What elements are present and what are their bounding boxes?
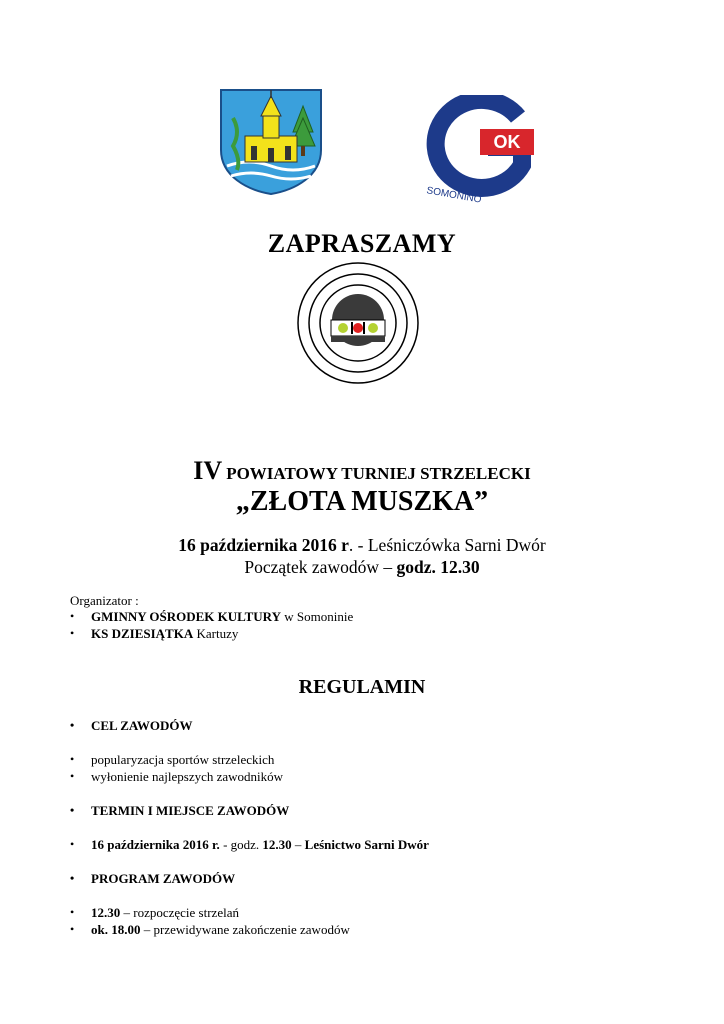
start-time-line: [0, 557, 724, 578]
date-separator: . -: [348, 535, 368, 555]
date-place-list: [70, 836, 429, 853]
event-name: „ZŁOTA MUSZKA”: [235, 486, 489, 517]
organizer-item: [70, 625, 353, 642]
section-title: • CEL ZAWODÓW: [70, 717, 193, 734]
term-time: 12.30: [262, 837, 292, 852]
date-place-line: [0, 535, 724, 556]
organizer-list: [70, 608, 353, 642]
list-item: [70, 921, 350, 938]
start-label: Początek zawodów –: [244, 557, 397, 577]
svg-text:SOMONINO: SOMONINO: [425, 185, 483, 203]
tournament-type: POWIATOWY TURNIEJ STRZELECKI: [226, 464, 531, 483]
section-title: • PROGRAM ZAWODÓW: [70, 870, 235, 887]
event-date-suffix: r: [341, 535, 349, 555]
term-place: Leśnictwo Sarni Dwór: [304, 837, 429, 852]
coat-of-arms-icon: [219, 88, 323, 196]
term-date: 16 października 2016 r.: [91, 837, 220, 852]
invite-heading: ZAPRASZAMY: [267, 229, 457, 258]
list-item: [70, 904, 350, 921]
organizer-location: w Somoninie: [281, 609, 354, 624]
target-icon: [297, 262, 419, 384]
term-time-label: - godz.: [219, 837, 263, 852]
organizer-location: Kartuzy: [193, 626, 239, 641]
tournament-heading: [0, 456, 724, 486]
svg-text:OK: OK: [493, 132, 521, 152]
gok-somonino-logo: [410, 95, 540, 203]
edition-number: IV: [193, 456, 223, 485]
section-program: [70, 870, 235, 887]
section-title: • TERMIN I MIEJSCE ZAWODÓW: [70, 802, 289, 819]
event-place: Leśniczówka Sarni Dwór: [367, 535, 546, 555]
regulations-title: REGULAMIN: [298, 676, 426, 698]
program-desc: – rozpoczęcie strzelań: [120, 905, 239, 920]
program-list: [70, 904, 350, 938]
list-item: [70, 836, 429, 853]
goal-list: [70, 751, 283, 785]
organizer-label: Organizator :: [70, 593, 139, 608]
coat-of-arms-logo: [219, 88, 323, 196]
term-separator: –: [291, 837, 305, 852]
shooting-target: [297, 262, 419, 384]
organizer-name: KS DZIESIĄTKA: [91, 626, 194, 641]
program-time: ok. 18.00: [91, 922, 141, 937]
list-item: • popularyzacja sportów strzeleckich: [70, 751, 283, 768]
organizer-item: [70, 608, 353, 625]
gok-logo: [410, 95, 540, 203]
event-date: 16 października 2016: [178, 535, 337, 555]
program-time: 12.30: [91, 905, 121, 920]
section-goal: [70, 717, 193, 734]
program-desc: – przewidywane zakończenie zawodów: [140, 922, 350, 937]
list-item: • wyłonienie najlepszych zawodników: [70, 768, 283, 785]
section-date-place: [70, 802, 289, 819]
start-time: godz. 12.30: [396, 557, 480, 577]
organizer-name: GMINNY OŚRODEK KULTURY: [91, 609, 281, 624]
